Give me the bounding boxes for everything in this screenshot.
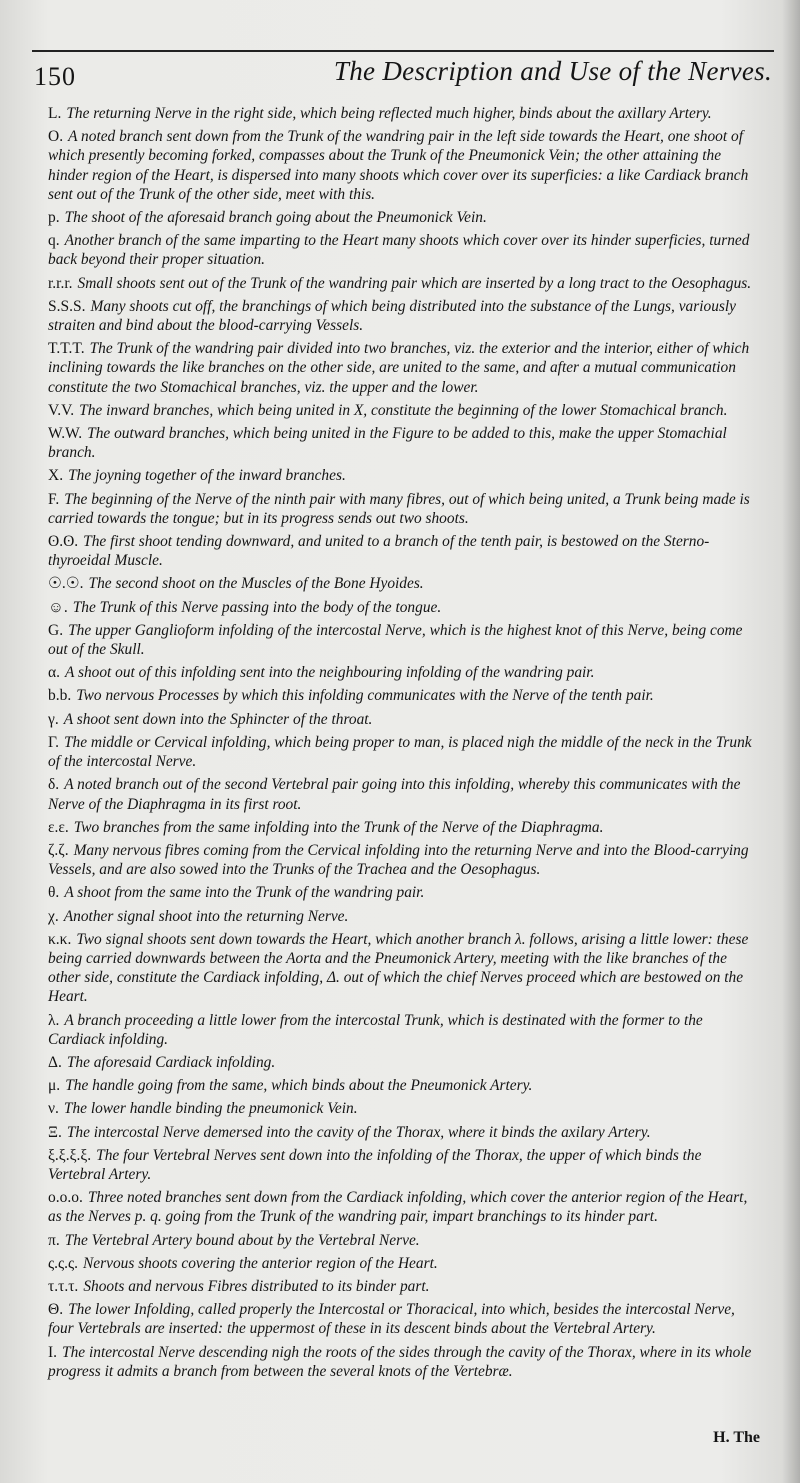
entry-key: α. [48, 664, 60, 682]
legend-entries [48, 104, 760, 1385]
legend-entry [48, 621, 760, 659]
entry-text: A shoot from the same into the Trunk of the wandring pair. [64, 884, 425, 902]
entry-text: Another signal shoot into the returning Nerve. [63, 907, 349, 925]
entry-key: b.b. [48, 687, 72, 705]
entry-text: The Trunk of the wandring pair divided into two branches, viz. the exterior and the interior, either of which inclining towards the like branches on the other side, are united to the same, and after a mutual communication constitute the two Stomachical branches, viz. the upper and the lower. [48, 340, 750, 396]
legend-entry [48, 1123, 760, 1142]
entry-text: The inward branches, which being united in X, constitute the beginning of the lower Stomachical branch. [79, 401, 728, 419]
legend-entry [48, 598, 760, 617]
entry-key: X. [48, 467, 64, 485]
legend-entry [48, 1277, 760, 1296]
entry-key: θ. [48, 884, 60, 902]
legend-entry [48, 574, 760, 593]
entry-key: ο.ο.ο. [48, 1189, 83, 1207]
entry-key: p. [48, 209, 60, 227]
legend-entry [48, 532, 760, 570]
legend-entry [48, 1146, 760, 1184]
legend-entry [48, 1099, 760, 1118]
entry-text: Small shoots sent out of the Trunk of the wandring pair which are inserted by a long tract to the Oesophagus. [77, 274, 752, 292]
entry-text: The upper Ganglioform infolding of the intercostal Nerve, which is the highest knot of this Nerve, being come out of the Skull. [48, 621, 743, 659]
legend-entry [48, 401, 760, 420]
legend-entry [48, 841, 760, 879]
entry-key: π. [48, 1231, 60, 1249]
entry-text: A noted branch out of the second Vertebral pair going into this infolding, whereby this communicates with the Nerve of the Diaphragma in its first root. [48, 776, 741, 813]
entry-text: The first shoot tending downward, and united to a branch of the tenth pair, is bestowed on the Sterno-thyroeidal Muscle. [48, 533, 710, 570]
entry-text: The handle going from the same, which binds about the Pneumonick Artery. [65, 1077, 533, 1095]
entry-text: The intercostal Nerve demersed into the cavity of the Thorax, where it binds the axilary Artery. [66, 1123, 651, 1141]
entry-key: V.V. [48, 401, 75, 419]
entry-key: r.r.r. [48, 274, 73, 292]
entry-text: The Vertebral Artery bound about by the Vertebral Nerve. [64, 1231, 420, 1249]
entry-text: A shoot sent down into the Sphincter of the throat. [63, 710, 373, 728]
entry-key: Θ. [48, 1301, 64, 1319]
entry-key: L. [48, 105, 62, 122]
legend-entry [48, 339, 760, 397]
entry-key: ζ.ζ. [48, 841, 69, 859]
entry-text: The aforesaid Cardiack infolding. [66, 1053, 276, 1071]
entry-key: ξ.ξ.ξ.ξ. [48, 1146, 92, 1164]
entry-text: The Trunk of this Nerve passing into the body of the tongue. [72, 598, 442, 616]
legend-entry [48, 490, 760, 528]
legend-entry [48, 710, 760, 729]
entry-key: ☉.☉. [48, 575, 84, 593]
entry-key: Δ. [48, 1053, 62, 1071]
header-rule [32, 50, 774, 52]
legend-entry [48, 883, 760, 902]
legend-entry [48, 775, 760, 813]
entry-text: The second shoot on the Muscles of the Bone Hyoides. [88, 575, 424, 593]
entry-text: A shoot out of this infolding sent into the neighbouring infolding of the wandring pair. [65, 664, 595, 682]
entry-text: The middle or Cervical infolding, which being proper to man, is placed nigh the middle of the neck in the Trunk of the intercostal Nerve. [48, 733, 752, 771]
entry-text: Many shoots cut off, the branchings of which being distributed into the substance of the Lungs, variously straiten and bind about the blood-carrying Vessels. [48, 297, 737, 335]
entry-text: Two branches from the same infolding into the Trunk of the Nerve of the Diaphragma. [73, 818, 604, 836]
legend-entry [48, 127, 760, 204]
legend-entry [48, 1053, 760, 1072]
legend-entry [48, 1188, 760, 1226]
page-number: 150 [34, 62, 76, 91]
legend-entry [48, 1254, 760, 1273]
entry-text: Another branch of the same imparting to the Heart many shoots which cover over its hinder superficies, turned back beyond their proper situation. [48, 232, 750, 269]
legend-entry [48, 663, 760, 682]
legend-entry [48, 1011, 760, 1049]
legend-entry [48, 818, 760, 837]
entry-text: The lower handle binding the pneumonick Vein. [63, 1100, 358, 1118]
entry-text: A noted branch sent down from the Trunk of the wandring pair in the left side towards the Heart, one shoot of which presently becoming forked, compasses about the Trunk of the Pneumonick Vein; the other attaining the hinder region of the Heart, is dispersed into many shoots which cover over its superficies: a like Cardiack branch sent out of the Trunk of the other side, meet with this. [48, 128, 749, 203]
legend-entry [48, 297, 760, 335]
entry-text: The outward branches, which being united in the Figure to be added to this, make the upper Stomachial branch. [48, 425, 727, 462]
entry-key: χ. [48, 907, 59, 925]
page-header [30, 56, 772, 96]
entry-text: A branch proceeding a little lower from the intercostal Trunk, which is destinated with the former to the Cardiack infolding. [48, 1011, 703, 1048]
entry-key: S.S.S. [48, 297, 86, 315]
entry-text: Nervous shoots covering the anterior region of the Heart. [83, 1254, 438, 1272]
legend-entry [48, 231, 760, 269]
entry-text: The four Vertebral Nerves sent down into the infolding of the Thorax, the upper of which binds the Vertebral Artery. [48, 1146, 702, 1183]
entry-key: δ. [48, 776, 60, 794]
entry-key: ε.ε. [48, 818, 69, 836]
entry-text: Two nervous Processes by which this infolding communicates with the Nerve of the tenth pair. [76, 687, 654, 705]
running-title: The Description and Use of the Nerves. [333, 56, 772, 86]
legend-entry [48, 1300, 760, 1338]
entry-text: Three noted branches sent down from the Cardiack infolding, which cover the anterior region of the Heart, as the Nerves p. q. going from the Trunk of the wandring pair, impart branchings to its hinder part. [48, 1189, 748, 1226]
entry-text: The beginning of the Nerve of the ninth pair with many fibres, out of which being united, a Trunk being made is carried towards the tongue; but in its progress sends out two shoots. [48, 490, 750, 527]
entry-key: Γ. [48, 733, 59, 751]
entry-key: G. [48, 621, 64, 639]
legend-entry [48, 104, 760, 123]
legend-entry [48, 424, 760, 462]
entry-key: ν. [48, 1100, 59, 1118]
entry-text: Two signal shoots sent down towards the Heart, which another branch λ. follows, arising a little lower: these being carried downwards between the Aorta and the Pneumonick Artery, meeting with the like branches of the other side, constitute the Cardiack infolding, Δ. out of which the chief Nerves proceed which are bestowed on the Heart. [48, 930, 749, 1006]
entry-key: T.T.T. [48, 340, 85, 358]
entry-key: Ξ. [48, 1123, 62, 1141]
entry-key: F. [48, 490, 60, 508]
entry-key: I. [48, 1343, 58, 1361]
entry-key: ʘ.ʘ. [48, 533, 79, 551]
entry-text: The lower Infolding, called properly the Intercostal or Thoracical, into which, besides the intercostal Nerve, four Vertebrals are inserted: the uppermost of these in its descent binds about the Vertebral Artery. [48, 1301, 735, 1338]
entry-text: The joyning together of the inward branches. [68, 467, 346, 485]
entry-key: O. [48, 128, 64, 146]
entry-text: Many nervous fibres coming from the Cervical infolding into the returning Nerve and into the Blood-carrying Vessels, and are also sowed into the Trunks of the Trachea and the Oesophagus. [48, 841, 749, 879]
legend-entry [48, 930, 760, 1007]
entry-key: κ.κ. [48, 930, 72, 948]
entry-text: The intercostal Nerve descending nigh the roots of the sides through the cavity of the Thorax, where in its whole progress it admits a branch from between the several knots of the Vertebræ. [48, 1343, 752, 1380]
legend-entry [48, 1231, 760, 1250]
legend-entry [48, 686, 760, 705]
entry-text: The shoot of the aforesaid branch going about the Pneumonick Vein. [64, 209, 487, 227]
entry-text: The returning Nerve in the right side, which being reflected much higher, binds about the axillary Artery. [66, 105, 712, 122]
legend-entry [48, 907, 760, 926]
entry-key: W.W. [48, 425, 83, 443]
legend-entry [48, 1343, 760, 1381]
entry-key: γ. [48, 710, 59, 728]
legend-entry [48, 466, 760, 485]
catchword: H. The [713, 1429, 760, 1446]
legend-entry [48, 208, 760, 227]
entry-key: μ. [48, 1077, 61, 1095]
legend-entry [48, 274, 760, 293]
entry-key: q. [48, 232, 60, 250]
legend-entry [48, 733, 760, 771]
entry-text: Shoots and nervous Fibres distributed to its binder part. [83, 1277, 430, 1295]
entry-key: ς.ς.ς. [48, 1254, 79, 1272]
entry-key: λ. [48, 1011, 60, 1029]
entry-key: ☺. [48, 598, 68, 616]
legend-entry [48, 1076, 760, 1095]
entry-key: τ.τ.τ. [48, 1277, 79, 1295]
